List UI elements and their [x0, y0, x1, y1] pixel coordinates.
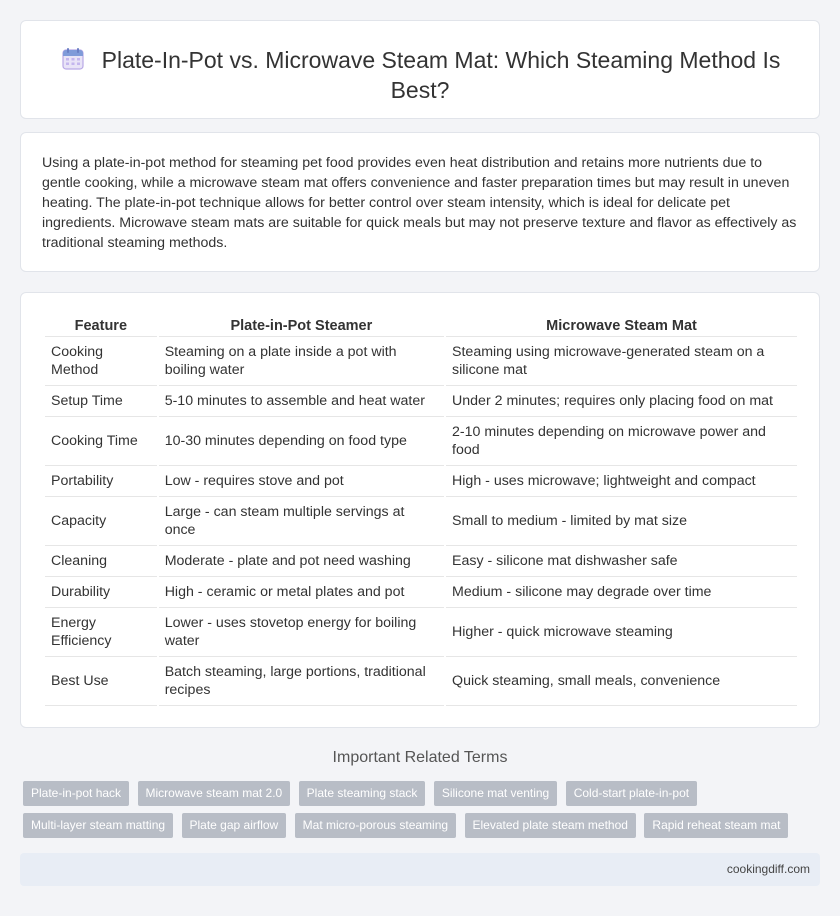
plate-in-pot-cell: Steaming on a plate inside a pot with boiling water [159, 337, 444, 386]
related-term-tag[interactable]: Rapid reheat steam mat [644, 813, 788, 838]
plate-in-pot-cell: Moderate - plate and pot need washing [159, 546, 444, 577]
feature-cell: Best Use [45, 657, 157, 706]
header-card [20, 20, 820, 119]
intro-paragraph: Using a plate-in-pot method for steaming pet food provides even heat distribution and retains more nutrients due to gentle cooking, while a microwave steam mat offers convenience and faster preparation times but may result in uneven heating. The plate-in-pot technique allows for better control over steam intensity, which is ideal for delicate pet ingredients. Microwave steam mats are suitable for quick meals but may not preserve texture and flavor as effectively as traditional steaming methods. [42, 155, 797, 251]
header-microwave-mat: Microwave Steam Mat [446, 313, 797, 337]
calendar-icon [60, 46, 86, 72]
header-feature: Feature [45, 313, 157, 337]
intro-card [20, 132, 820, 272]
page-title-wrap [21, 45, 819, 105]
table-row [45, 608, 797, 657]
table-header-row [45, 313, 797, 337]
plate-in-pot-cell: Low - requires stove and pot [159, 466, 444, 497]
plate-in-pot-cell: 10-30 minutes depending on food type [159, 417, 444, 466]
table-row [45, 337, 797, 386]
related-terms-list [23, 781, 813, 845]
microwave-mat-cell: Medium - silicone may degrade over time [446, 577, 797, 608]
related-term-tag[interactable]: Multi-layer steam matting [23, 813, 173, 838]
microwave-mat-cell: Quick steaming, small meals, convenience [446, 657, 797, 706]
microwave-mat-cell: Small to medium - limited by mat size [446, 497, 797, 546]
page-title: Plate-In-Pot vs. Microwave Steam Mat: Which Steaming Method Is Best? [101, 47, 781, 103]
feature-cell: Cooking Method [45, 337, 157, 386]
table-row [45, 657, 797, 706]
table-row [45, 466, 797, 497]
plate-in-pot-cell: 5-10 minutes to assemble and heat water [159, 386, 444, 417]
microwave-mat-cell: High - uses microwave; lightweight and compact [446, 466, 797, 497]
table-row [45, 577, 797, 608]
related-term-tag[interactable]: Silicone mat venting [434, 781, 557, 806]
related-term-tag[interactable]: Plate-in-pot hack [23, 781, 129, 806]
table-row [45, 386, 797, 417]
microwave-mat-cell: 2-10 minutes depending on microwave power and food [446, 417, 797, 466]
footer [20, 853, 820, 886]
plate-in-pot-cell: High - ceramic or metal plates and pot [159, 577, 444, 608]
microwave-mat-cell: Easy - silicone mat dishwasher safe [446, 546, 797, 577]
related-term-tag[interactable]: Plate steaming stack [299, 781, 426, 806]
feature-cell: Cleaning [45, 546, 157, 577]
footer-site-link[interactable]: cookingdiff.com [726, 862, 810, 876]
related-terms-title: Important Related Terms [332, 749, 508, 766]
related-term-tag[interactable]: Cold-start plate-in-pot [566, 781, 697, 806]
feature-cell: Portability [45, 466, 157, 497]
related-term-tag[interactable]: Mat micro-porous steaming [295, 813, 456, 838]
feature-cell: Cooking Time [45, 417, 157, 466]
feature-cell: Durability [45, 577, 157, 608]
microwave-mat-cell: Steaming using microwave-generated steam on a silicone mat [446, 337, 797, 386]
related-term-tag[interactable]: Elevated plate steam method [465, 813, 636, 838]
comparison-card [20, 292, 820, 728]
table-row [45, 417, 797, 466]
table-row [45, 546, 797, 577]
microwave-mat-cell: Under 2 minutes; requires only placing food on mat [446, 386, 797, 417]
plate-in-pot-cell: Batch steaming, large portions, traditional recipes [159, 657, 444, 706]
plate-in-pot-cell: Large - can steam multiple servings at once [159, 497, 444, 546]
comparison-table [43, 313, 799, 706]
feature-cell: Setup Time [45, 386, 157, 417]
feature-cell: Capacity [45, 497, 157, 546]
table-row [45, 497, 797, 546]
related-term-tag[interactable]: Microwave steam mat 2.0 [138, 781, 291, 806]
feature-cell: Energy Efficiency [45, 608, 157, 657]
microwave-mat-cell: Higher - quick microwave steaming [446, 608, 797, 657]
plate-in-pot-cell: Lower - uses stovetop energy for boiling water [159, 608, 444, 657]
related-term-tag[interactable]: Plate gap airflow [182, 813, 287, 838]
header-plate-in-pot: Plate-in-Pot Steamer [159, 313, 444, 337]
